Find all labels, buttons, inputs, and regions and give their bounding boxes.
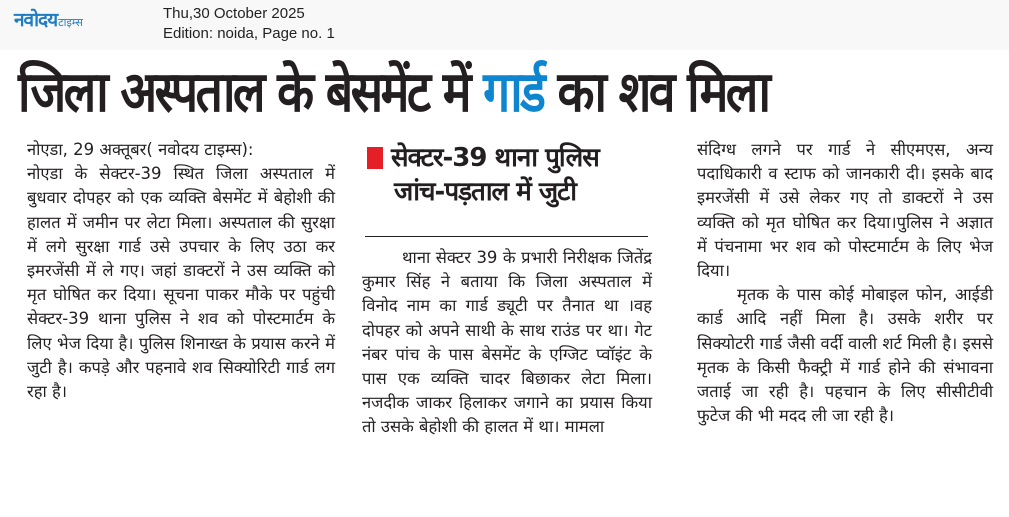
sub-headline-line-1 bbox=[367, 141, 657, 175]
red-square-bullet-icon bbox=[367, 147, 383, 169]
newspaper-logo bbox=[14, 11, 83, 30]
masthead-bar bbox=[0, 0, 1009, 50]
sub-headline bbox=[367, 141, 657, 209]
sub-headline-text-1: सेक्टर-39 थाना पुलिस bbox=[391, 143, 599, 173]
column-2-paragraph: थाना सेक्टर 39 के प्रभारी निरीक्षक जितेंद्र कुमार सिंह ने बताया कि जिला अस्पताल में विनोद नाम का गार्ड ड्यूटी पर तैनात था ।वह दोपहर को अपने साथी के साथ राउंड पर था। गेट नंबर पांच के पास बेसमेंट के एग्जिट प्वॉइंट के पास एक व्यक्ति चादर बिछाकर लेटा मिला।नजदीक जाकर हिलाकर जगाने का प्रयास किया तो उसके बेहोशी की हालत में था। मामला bbox=[362, 248, 652, 437]
column-3-paragraph-2: मृतक के पास कोई मोबाइल फोन, आईडी कार्ड आदि नहीं मिला है। उसके शरीर पर सिक्योटरी गार्ड जैसी वर्दी वाली शर्ट मिली है। इससे मृतक के किसी फैक्ट्री में गार्ड होने की संभावना जताई जा रही है। पहचान के लिए सीसीटीवी फुटेज की भी मदद ली जा रही है। bbox=[697, 285, 993, 426]
article-column-2 bbox=[362, 246, 652, 440]
headline-part-2: का शव मिला bbox=[543, 60, 769, 125]
sub-headline-line-2: जांच-पड़ताल में जुटी bbox=[394, 177, 576, 207]
sub-headline-divider bbox=[365, 236, 648, 237]
article-column-3 bbox=[697, 138, 993, 428]
logo-sub-text: टाइम्स bbox=[58, 16, 83, 29]
headline-part-1: जिला अस्पताल के बेसमेंट में bbox=[18, 60, 484, 125]
edition-info: Edition: noida, Page no. 1 bbox=[163, 25, 335, 42]
column-1-paragraph: नोएडा के सेक्टर-39 स्थित जिला अस्पताल में बुधवार दोपहर को एक व्यक्ति बेसमेंट में बेहोशी की हालत में जमीन पर लेटा मिला। अस्पताल की सुरक्षा में लगे सुरक्षा गार्ड उसे उपचार के लिए उठा कर इमरजेंसी में ले गए। जहां डाक्टरों ने उस व्यक्ति को मृत घोषित कर दिया। सूचना पाकर मौके पर पहुंची सेक्टर-39 थाना पुलिस ने शव को पोस्टमार्टम के लिए भेज दिया है। पुलिस शिनाख्त के प्रयास करने में जुटी है। कपड़े और पहनावे शव सिक्योरिटी गार्ड लग रहा है। bbox=[27, 164, 335, 402]
headline-accent-word: गार्ड bbox=[483, 60, 544, 125]
dateline: नोएडा, 29 अक्तूबर( नवोदय टाइम्स): bbox=[27, 140, 254, 159]
edition-meta bbox=[163, 4, 335, 44]
publication-date: Thu,30 October 2025 bbox=[163, 5, 305, 22]
column-3-paragraph-1: संदिग्ध लगने पर गार्ड ने सीएमएस, अन्य पदाधिकारी व स्टाफ को जानकारी दी। इसके बाद इमरजेंसी में उसे लेकर गए तो डाक्टरों ने उस व्यक्ति को मृत घोषित कर दिया।पुलिस ने अज्ञात में पंचनामा भर शव को पोस्टमार्टम के लिए भेज दिया। bbox=[697, 140, 993, 281]
main-headline bbox=[18, 50, 865, 136]
article-column-1 bbox=[27, 138, 335, 404]
logo-main-text: नवोदय bbox=[14, 9, 58, 31]
